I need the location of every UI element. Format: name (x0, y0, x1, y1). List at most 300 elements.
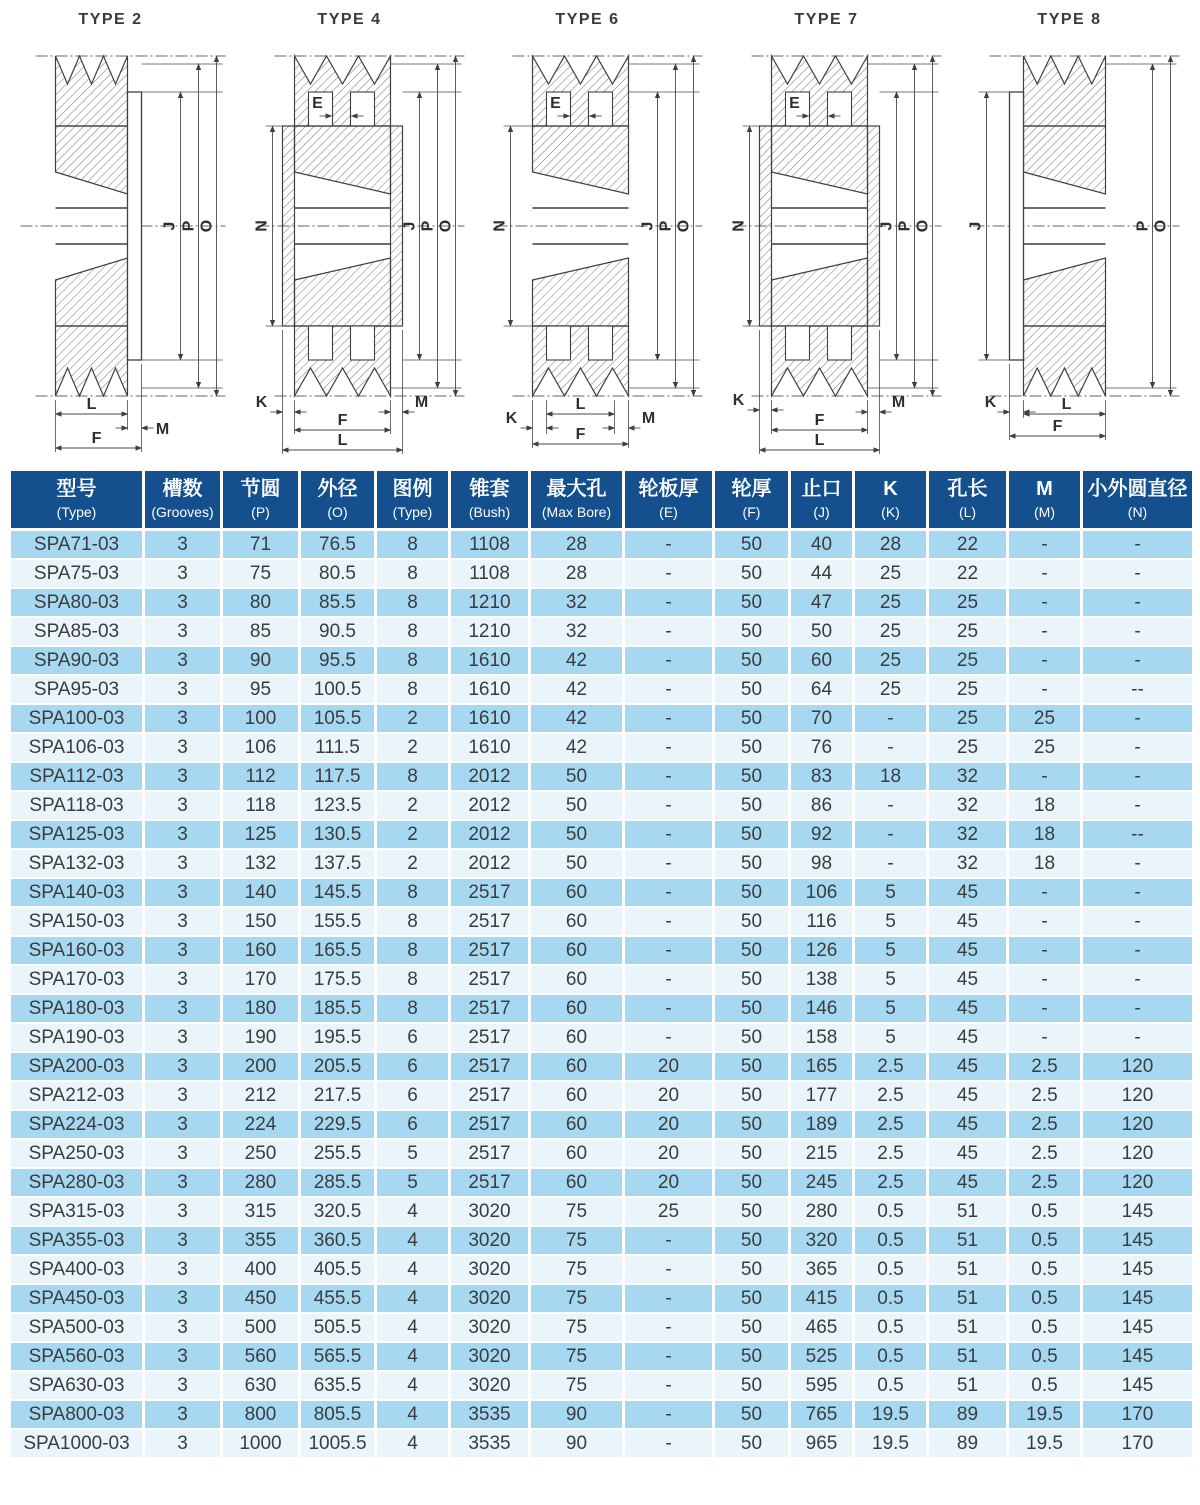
dim-label-j: J (967, 221, 985, 231)
table-cell: 50 (714, 1284, 790, 1313)
table-cell: 500 (222, 1313, 300, 1342)
table-cell: 45 (928, 1110, 1008, 1139)
table-cell: - (624, 1226, 714, 1255)
dim-label-o: O (1152, 219, 1170, 233)
table-cell: 50 (714, 1371, 790, 1400)
table-cell: - (1082, 878, 1194, 907)
table-cell: - (624, 646, 714, 675)
table-cell: 4 (376, 1284, 450, 1313)
table-cell: 4 (376, 1226, 450, 1255)
table-cell: 60 (530, 965, 624, 994)
table-cell: 89 (928, 1429, 1008, 1458)
table-cell: 400 (222, 1255, 300, 1284)
table-cell: 1108 (450, 530, 530, 560)
table-row (10, 1400, 1194, 1429)
table-cell: - (624, 588, 714, 617)
dim-label-p: P (419, 220, 436, 232)
table-cell: 90 (222, 646, 300, 675)
dim-label-j: J (161, 221, 179, 231)
table-cell: 2 (376, 791, 450, 820)
table-row (10, 936, 1194, 965)
table-cell: 2.5 (1008, 1052, 1082, 1081)
table-cell: 0.5 (854, 1226, 928, 1255)
table-cell: 145 (1082, 1342, 1194, 1371)
table-body (10, 530, 1194, 1459)
table-cell: 50 (714, 1023, 790, 1052)
table-cell: 25 (854, 646, 928, 675)
table-cell: 2517 (450, 1052, 530, 1081)
table-cell: 60 (530, 936, 624, 965)
dim-label-m: M (891, 394, 905, 411)
table-cell: SPA315-03 (10, 1197, 144, 1226)
table-cell: 3535 (450, 1400, 530, 1429)
table-cell: 1108 (450, 559, 530, 588)
table-cell: 42 (530, 704, 624, 733)
table-row (10, 530, 1194, 560)
table-row (10, 617, 1194, 646)
figure-title: TYPE 7 (793, 11, 859, 28)
table-cell: SPA190-03 (10, 1023, 144, 1052)
table-cell: 2517 (450, 1139, 530, 1168)
table-cell: 1210 (450, 617, 530, 646)
table-cell: 800 (222, 1400, 300, 1429)
table-row (10, 1168, 1194, 1197)
table-cell: 280 (790, 1197, 854, 1226)
column-header: 小外圆直径 (N) (1082, 470, 1194, 530)
table-cell: - (1082, 762, 1194, 791)
table-cell: 19.5 (1008, 1400, 1082, 1429)
table-cell: 5 (854, 965, 928, 994)
table-row (10, 1284, 1194, 1313)
table-cell: - (1082, 646, 1194, 675)
table-cell: 50 (530, 820, 624, 849)
table-cell: 83 (790, 762, 854, 791)
table-cell: 19.5 (854, 1400, 928, 1429)
table-cell: - (624, 1400, 714, 1429)
table-cell: 2.5 (854, 1052, 928, 1081)
table-cell: - (1082, 994, 1194, 1023)
table-cell: 28 (530, 530, 624, 560)
table-cell: SPA560-03 (10, 1342, 144, 1371)
table-cell: - (624, 1284, 714, 1313)
table-cell: 0.5 (854, 1284, 928, 1313)
table-cell: SPA224-03 (10, 1110, 144, 1139)
table-row (10, 1429, 1194, 1458)
column-header: K (K) (854, 470, 928, 530)
table-cell: 3 (144, 530, 222, 560)
table-cell: SPA112-03 (10, 762, 144, 791)
table-cell: 28 (530, 559, 624, 588)
table-cell: 51 (928, 1371, 1008, 1400)
table-cell: SPA150-03 (10, 907, 144, 936)
dim-label-e: E (550, 95, 561, 112)
table-cell: 415 (790, 1284, 854, 1313)
table-cell: 145.5 (300, 878, 376, 907)
table-cell: 505.5 (300, 1313, 376, 1342)
table-cell: 3020 (450, 1371, 530, 1400)
table-cell: 120 (1082, 1052, 1194, 1081)
type-2-drawing (6, 4, 240, 459)
table-cell: 145 (1082, 1284, 1194, 1313)
table-cell: 2 (376, 849, 450, 878)
table-cell: 20 (624, 1168, 714, 1197)
table-cell: 25 (1008, 704, 1082, 733)
type-8-drawing (960, 4, 1194, 459)
table-cell: 3 (144, 1197, 222, 1226)
table-cell: 42 (530, 733, 624, 762)
table-cell: 20 (624, 1081, 714, 1110)
table-cell: SPA125-03 (10, 820, 144, 849)
table-cell: 50 (530, 762, 624, 791)
table-cell: 2.5 (1008, 1168, 1082, 1197)
table-cell: 50 (714, 1255, 790, 1284)
table-cell: 8 (376, 762, 450, 791)
table-row (10, 733, 1194, 762)
dim-label-n: N (730, 220, 747, 232)
table-cell: 60 (530, 1052, 624, 1081)
dim-label-p: P (657, 220, 675, 232)
table-cell: 360.5 (300, 1226, 376, 1255)
table-cell: 5 (376, 1168, 450, 1197)
dim-label-f: F (814, 412, 824, 429)
dim-label-p: P (180, 220, 198, 232)
table-cell: 3 (144, 878, 222, 907)
table-cell: 51 (928, 1284, 1008, 1313)
column-header: 槽数 (Grooves) (144, 470, 222, 530)
table-cell: 3020 (450, 1197, 530, 1226)
table-cell: - (624, 907, 714, 936)
table-cell: 5 (376, 1139, 450, 1168)
table-cell: - (624, 936, 714, 965)
table-cell: 118 (222, 791, 300, 820)
table-cell: - (1008, 588, 1082, 617)
table-cell: 525 (790, 1342, 854, 1371)
table-cell: 20 (624, 1110, 714, 1139)
table-cell: 8 (376, 965, 450, 994)
type-7-drawing (722, 4, 956, 459)
table-cell: - (1008, 559, 1082, 588)
table-cell: 3 (144, 1342, 222, 1371)
table-cell: 25 (624, 1197, 714, 1226)
table-cell: 50 (714, 733, 790, 762)
table-cell: 4 (376, 1371, 450, 1400)
table-cell: 50 (714, 1313, 790, 1342)
table-cell: 2517 (450, 907, 530, 936)
table-cell: 146 (790, 994, 854, 1023)
table-cell: 189 (790, 1110, 854, 1139)
table-cell: 150 (222, 907, 300, 936)
table-cell: 145 (1082, 1313, 1194, 1342)
table-cell: 80 (222, 588, 300, 617)
table-cell: 145 (1082, 1226, 1194, 1255)
table-cell: 25 (928, 588, 1008, 617)
table-cell: 160 (222, 936, 300, 965)
table-cell: 18 (1008, 849, 1082, 878)
dim-label-l: L (575, 396, 586, 413)
table-cell: - (1008, 936, 1082, 965)
table-cell: - (1082, 965, 1194, 994)
dim-label-n: N (253, 220, 270, 232)
table-cell: 595 (790, 1371, 854, 1400)
table-cell: 4 (376, 1313, 450, 1342)
dim-label-o: O (675, 219, 693, 233)
table-cell: - (624, 733, 714, 762)
table-cell: 45 (928, 1081, 1008, 1110)
table-cell: 125 (222, 820, 300, 849)
table-cell: 250 (222, 1139, 300, 1168)
table-cell: - (1082, 588, 1194, 617)
table-cell: 32 (928, 791, 1008, 820)
column-header: 图例 (Type) (376, 470, 450, 530)
dim-label-k: K (732, 392, 744, 409)
table-cell: 3 (144, 1023, 222, 1052)
table-cell: 3020 (450, 1313, 530, 1342)
table-cell: 4 (376, 1342, 450, 1371)
table-cell: 3 (144, 675, 222, 704)
table-cell: - (624, 1255, 714, 1284)
table-cell: 158 (790, 1023, 854, 1052)
table-cell: SPA250-03 (10, 1139, 144, 1168)
dim-label-o: O (198, 219, 216, 233)
table-cell: 0.5 (1008, 1313, 1082, 1342)
table-row (10, 675, 1194, 704)
table-cell: 75 (530, 1342, 624, 1371)
table-cell: SPA80-03 (10, 588, 144, 617)
table-cell: SPA132-03 (10, 849, 144, 878)
table-cell: 3535 (450, 1429, 530, 1458)
table-cell: 0.5 (1008, 1284, 1082, 1313)
table-cell: SPA630-03 (10, 1371, 144, 1400)
table-cell: 2517 (450, 1110, 530, 1139)
table-cell: SPA140-03 (10, 878, 144, 907)
table-cell: 6 (376, 1052, 450, 1081)
table-cell: 8 (376, 617, 450, 646)
table-cell: - (1008, 617, 1082, 646)
table-cell: 50 (714, 1429, 790, 1458)
table-cell: 3 (144, 965, 222, 994)
table-cell: 2.5 (854, 1139, 928, 1168)
table-cell: 60 (530, 878, 624, 907)
table-cell: 138 (790, 965, 854, 994)
table-cell: 75 (530, 1313, 624, 1342)
table-cell: 19.5 (1008, 1429, 1082, 1458)
table-cell: 32 (530, 617, 624, 646)
table-cell: - (854, 820, 928, 849)
table-cell: 315 (222, 1197, 300, 1226)
table-cell: 3 (144, 733, 222, 762)
table-cell: 8 (376, 907, 450, 936)
table-cell: 5 (854, 936, 928, 965)
table-cell: - (1008, 762, 1082, 791)
table-cell: 2012 (450, 849, 530, 878)
table-cell: 2.5 (854, 1110, 928, 1139)
dim-label-m: M (414, 394, 428, 411)
table-cell: 45 (928, 965, 1008, 994)
table-cell: 185.5 (300, 994, 376, 1023)
table-cell: 90 (530, 1400, 624, 1429)
table-cell: 76 (790, 733, 854, 762)
table-cell: 47 (790, 588, 854, 617)
table-cell: 45 (928, 907, 1008, 936)
table-row (10, 1023, 1194, 1052)
table-cell: 60 (530, 1168, 624, 1197)
dim-label-p: P (896, 220, 913, 232)
table-cell: 4 (376, 1429, 450, 1458)
table-cell: SPA212-03 (10, 1081, 144, 1110)
table-cell: - (624, 965, 714, 994)
table-cell: - (1082, 530, 1194, 560)
dim-label-p: P (1134, 220, 1152, 232)
table-cell: 0.5 (1008, 1197, 1082, 1226)
table-cell: 170 (1082, 1429, 1194, 1458)
column-header: 孔长 (L) (928, 470, 1008, 530)
dim-label-k: K (505, 410, 518, 427)
table-cell: 32 (928, 849, 1008, 878)
table-cell: - (624, 1342, 714, 1371)
table-cell: - (624, 762, 714, 791)
table-cell: 205.5 (300, 1052, 376, 1081)
table-cell: 85.5 (300, 588, 376, 617)
table-cell: SPA106-03 (10, 733, 144, 762)
table-cell: 3 (144, 1400, 222, 1429)
figure-title: TYPE 4 (316, 11, 382, 28)
table-cell: 70 (790, 704, 854, 733)
column-header: M (M) (1008, 470, 1082, 530)
dim-label-f: F (575, 426, 586, 443)
header-row (10, 470, 1194, 530)
type-6-drawing (483, 4, 717, 459)
table-cell: 86 (790, 791, 854, 820)
table-cell: 3 (144, 1255, 222, 1284)
column-header: 轮板厚 (E) (624, 470, 714, 530)
table-cell: 64 (790, 675, 854, 704)
table-cell: - (624, 617, 714, 646)
table-cell: 355 (222, 1226, 300, 1255)
table-cell: 60 (530, 1139, 624, 1168)
dim-label-l: L (1061, 396, 1072, 413)
table-cell: 92 (790, 820, 854, 849)
table-cell: 3 (144, 646, 222, 675)
table-cell: 51 (928, 1313, 1008, 1342)
dim-label-m: M (641, 410, 656, 427)
table-row (10, 1197, 1194, 1226)
dim-label-f: F (337, 412, 347, 429)
table-cell: 120 (1082, 1139, 1194, 1168)
figure-title: TYPE 6 (555, 11, 620, 28)
table-cell: 50 (714, 936, 790, 965)
table-cell: 3 (144, 1168, 222, 1197)
table-cell: 90 (530, 1429, 624, 1458)
table-cell: 3 (144, 1139, 222, 1168)
table-cell: 50 (714, 588, 790, 617)
table-cell: 106 (790, 878, 854, 907)
table-cell: 285.5 (300, 1168, 376, 1197)
table-cell: 2012 (450, 762, 530, 791)
table-cell: SPA71-03 (10, 530, 144, 560)
table-cell: 1210 (450, 588, 530, 617)
table-cell: 3 (144, 704, 222, 733)
table-cell: 32 (530, 588, 624, 617)
table-cell: 32 (928, 762, 1008, 791)
table-cell: 280 (222, 1168, 300, 1197)
table-cell: SPA180-03 (10, 994, 144, 1023)
table-cell: 3020 (450, 1284, 530, 1313)
table-cell: - (624, 791, 714, 820)
table-cell: 0.5 (1008, 1371, 1082, 1400)
table-cell: 177 (790, 1081, 854, 1110)
table-cell: 8 (376, 646, 450, 675)
table-cell: 2517 (450, 1023, 530, 1052)
table-cell: - (854, 704, 928, 733)
table-cell: 320 (790, 1226, 854, 1255)
table-cell: 80.5 (300, 559, 376, 588)
table-cell: 120 (1082, 1081, 1194, 1110)
table-cell: 8 (376, 588, 450, 617)
table-cell: 50 (714, 965, 790, 994)
table-cell: 123.5 (300, 791, 376, 820)
table-cell: 132 (222, 849, 300, 878)
table-cell: 50 (714, 762, 790, 791)
table-cell: 22 (928, 530, 1008, 560)
table-row (10, 907, 1194, 936)
table-cell: 25 (854, 617, 928, 646)
table-row (10, 762, 1194, 791)
dim-label-j: J (401, 221, 418, 231)
table-cell: - (1008, 878, 1082, 907)
table-cell: 50 (714, 1081, 790, 1110)
table-cell: 3 (144, 617, 222, 646)
table-cell: 170 (222, 965, 300, 994)
table-cell: 51 (928, 1255, 1008, 1284)
table-cell: - (854, 791, 928, 820)
dim-label-n: N (491, 220, 509, 232)
table-cell: 50 (790, 617, 854, 646)
table-cell: 450 (222, 1284, 300, 1313)
table-cell: 245 (790, 1168, 854, 1197)
table-cell: SPA200-03 (10, 1052, 144, 1081)
table-cell: 635.5 (300, 1371, 376, 1400)
table-cell: 1610 (450, 733, 530, 762)
table-cell: 126 (790, 936, 854, 965)
table-cell: 25 (928, 646, 1008, 675)
table-cell: 50 (714, 907, 790, 936)
table-row (10, 1371, 1194, 1400)
table-cell: 25 (1008, 733, 1082, 762)
table-cell: 3 (144, 820, 222, 849)
table-cell: 60 (530, 1110, 624, 1139)
table-cell: 75 (530, 1226, 624, 1255)
table-cell: 50 (714, 1139, 790, 1168)
table-cell: 560 (222, 1342, 300, 1371)
table-cell: 8 (376, 878, 450, 907)
table-cell: 1610 (450, 704, 530, 733)
table-cell: SPA400-03 (10, 1255, 144, 1284)
table-cell: 75 (222, 559, 300, 588)
dim-label-o: O (437, 219, 454, 233)
table-cell: 18 (854, 762, 928, 791)
table-cell: SPA450-03 (10, 1284, 144, 1313)
table-cell: 0.5 (854, 1255, 928, 1284)
table-cell: - (624, 1313, 714, 1342)
table-cell: SPA118-03 (10, 791, 144, 820)
table-cell: 50 (714, 1168, 790, 1197)
table-cell: 3 (144, 1052, 222, 1081)
table-cell: 3 (144, 1313, 222, 1342)
table-cell: SPA170-03 (10, 965, 144, 994)
table-cell: 120 (1082, 1168, 1194, 1197)
table-cell: 215 (790, 1139, 854, 1168)
table-cell: SPA500-03 (10, 1313, 144, 1342)
